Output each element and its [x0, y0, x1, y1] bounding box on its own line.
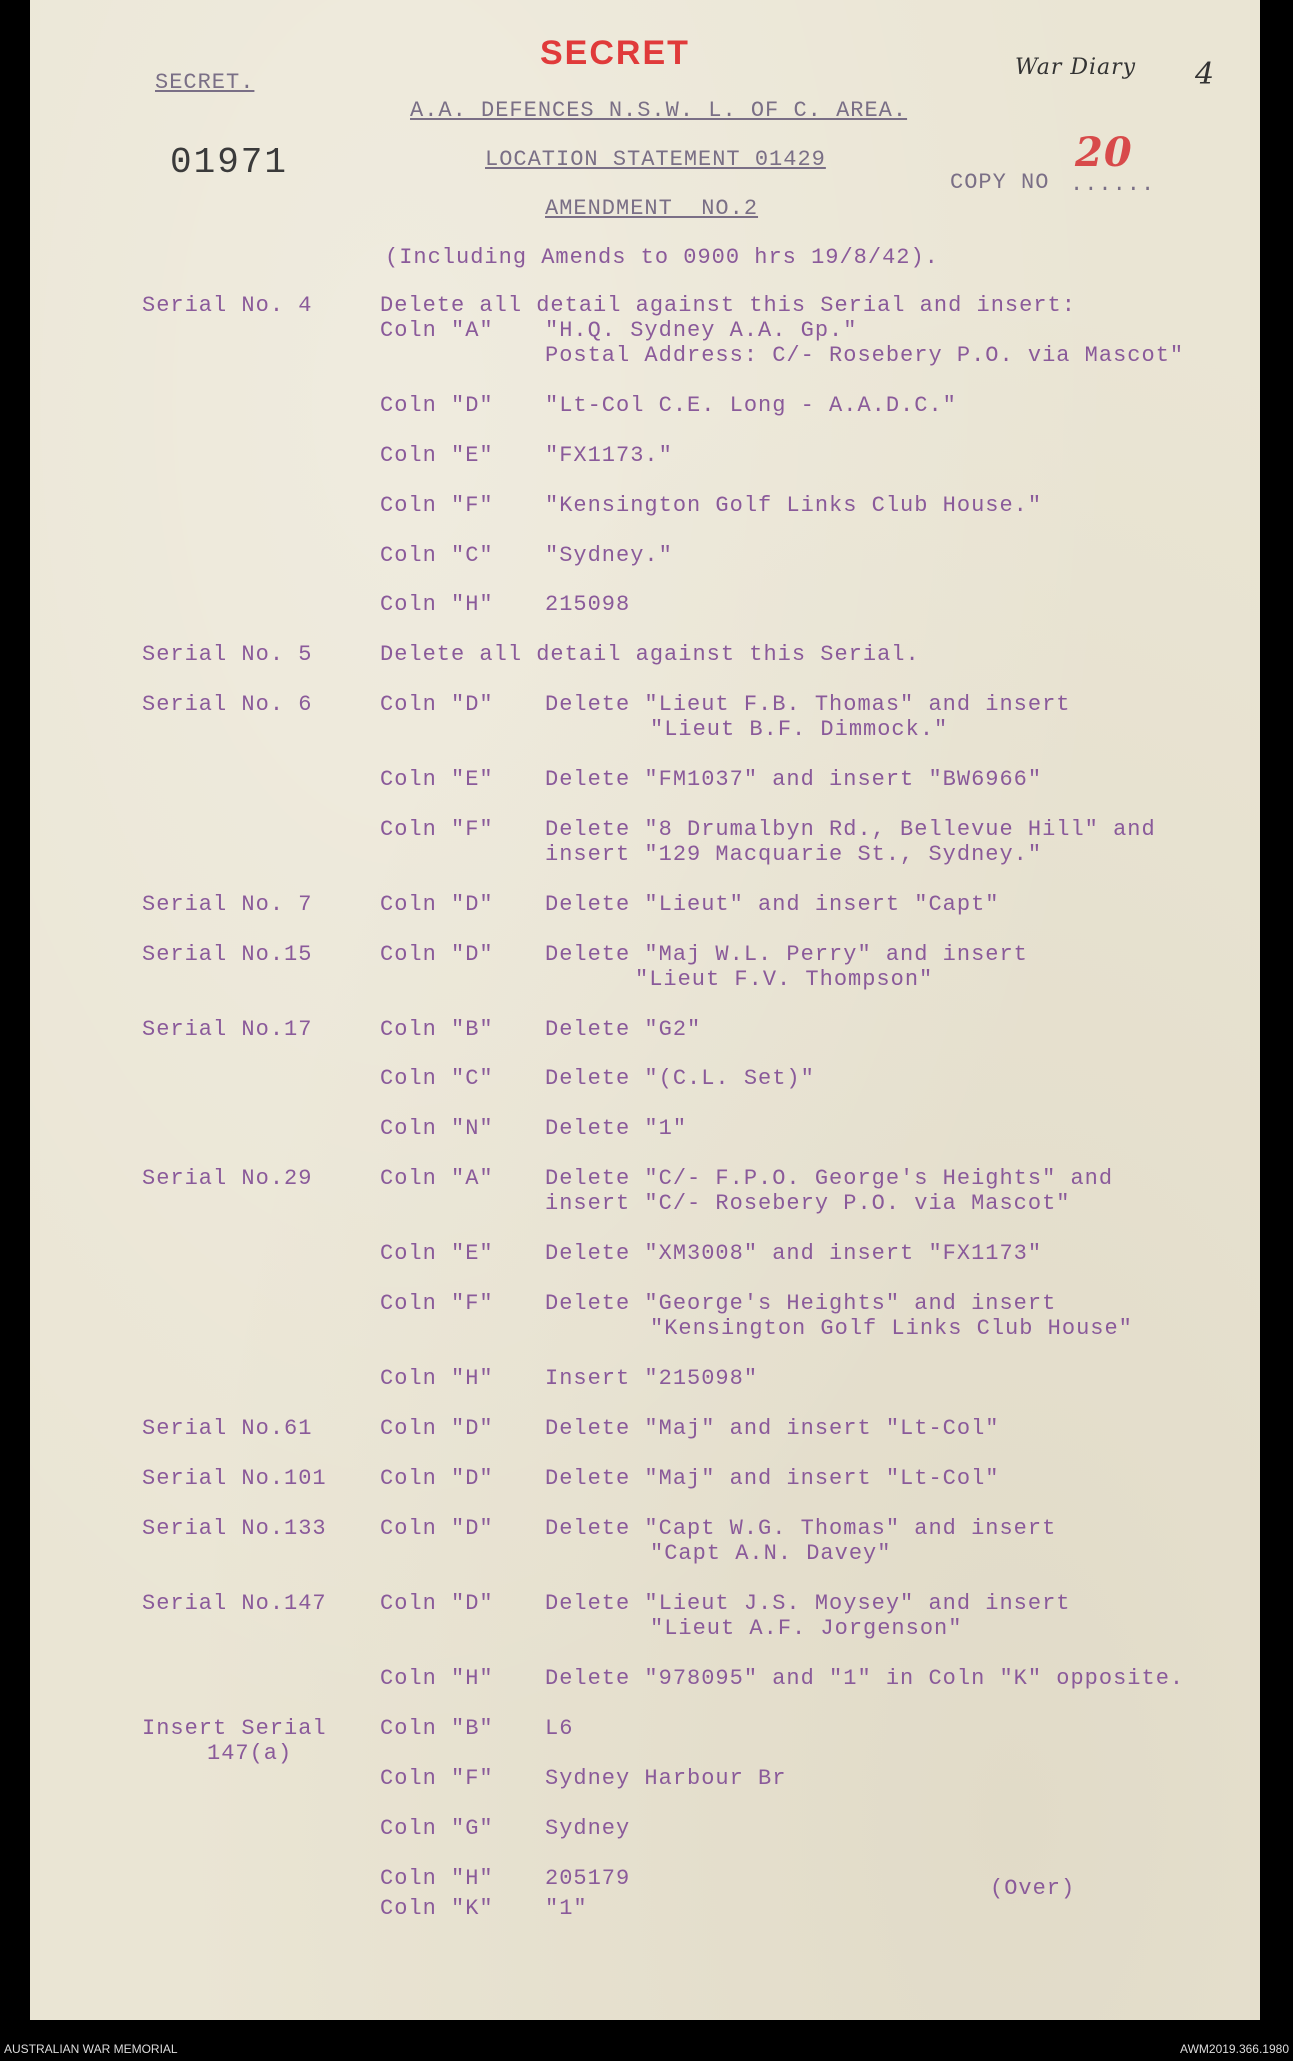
- serial-label: Serial No.17: [142, 1017, 313, 1042]
- instruction-text: "1": [545, 1896, 588, 1921]
- instruction-text: Delete "G2": [545, 1017, 702, 1042]
- serial-label: Serial No. 4: [142, 293, 313, 318]
- title-line-2: LOCATION STATEMENT 01429: [485, 147, 826, 172]
- instruction-text: Delete "Maj W.L. Perry" and insert: [545, 942, 1028, 967]
- coln-label: Coln "D": [380, 1591, 494, 1616]
- serial-label: Serial No.133: [142, 1516, 327, 1541]
- instruction-text: 205179: [545, 1866, 631, 1891]
- instruction-text: "Capt A.N. Davey": [650, 1541, 892, 1566]
- coln-label: Coln "E": [380, 1241, 494, 1266]
- coln-label: Coln "F": [380, 817, 494, 842]
- instruction-text: "Lt-Col C.E. Long - A.A.D.C.": [545, 393, 957, 418]
- instruction-text: Delete "Lieut" and insert "Capt": [545, 892, 1000, 917]
- coln-label: Coln "G": [380, 1816, 494, 1841]
- coln-label: Coln "D": [380, 892, 494, 917]
- coln-label: Coln "N": [380, 1116, 494, 1141]
- instruction-text: Sydney: [545, 1816, 631, 1841]
- coln-label: Coln "D": [380, 393, 494, 418]
- coln-label: Coln "K": [380, 1896, 494, 1921]
- coln-label: Coln "E": [380, 443, 494, 468]
- instruction-text: L6: [545, 1716, 574, 1741]
- over-note: (Over): [990, 1876, 1076, 1901]
- instruction-text: "Sydney.": [545, 543, 673, 568]
- coln-label: Coln "C": [380, 1066, 494, 1091]
- instruction-text: "Kensington Golf Links Club House.": [545, 493, 1043, 518]
- coln-label: Coln "C": [380, 543, 494, 568]
- instruction-text: Delete "8 Drumalbyn Rd., Bellevue Hill" and: [545, 817, 1156, 842]
- instruction-text: Sydney Harbour Br: [545, 1766, 787, 1791]
- instruction-text: Delete "Maj" and insert "Lt-Col": [545, 1466, 1000, 1491]
- serial-label: Serial No.147: [142, 1591, 327, 1616]
- coln-label: Coln "F": [380, 493, 494, 518]
- document-number: 01971: [170, 142, 289, 183]
- serial-label: Serial No.101: [142, 1466, 327, 1491]
- instruction-text: 215098: [545, 592, 631, 617]
- instruction-text: insert "129 Macquarie St., Sydney.": [545, 842, 1043, 867]
- serial-label: 147(a): [207, 1741, 293, 1766]
- document-page: [30, 0, 1260, 2020]
- copy-label: COPY NO: [950, 170, 1050, 195]
- instruction-text: Delete "Lieut F.B. Thomas" and insert: [545, 692, 1071, 717]
- instruction-text: Delete "(C.L. Set)": [545, 1066, 815, 1091]
- serial-label: Serial No.61: [142, 1416, 313, 1441]
- coln-label: Coln "H": [380, 1366, 494, 1391]
- instruction-text: "Kensington Golf Links Club House": [650, 1316, 1133, 1341]
- instruction-text: Delete all detail against this Serial.: [380, 642, 920, 667]
- secret-corner-label: SECRET.: [155, 70, 255, 95]
- coln-label: Coln "D": [380, 1516, 494, 1541]
- coln-label: Coln "A": [380, 1166, 494, 1191]
- instruction-text: Delete "Capt W.G. Thomas" and insert: [545, 1516, 1057, 1541]
- instruction-text: "Lieut A.F. Jorgenson": [650, 1616, 963, 1641]
- title-line-3: AMENDMENT NO.2: [545, 196, 759, 221]
- handwritten-note: War Diary: [1015, 55, 1137, 80]
- instruction-text: Delete "Maj" and insert "Lt-Col": [545, 1416, 1000, 1441]
- footer-right: AWM2019.366.1980: [1180, 2042, 1289, 2056]
- subtitle: (Including Amends to 0900 hrs 19/8/42).: [385, 245, 939, 270]
- instruction-text: Delete "978095" and "1" in Coln "K" opposite.: [545, 1666, 1185, 1691]
- coln-label: Coln "E": [380, 767, 494, 792]
- instruction-text: Delete "C/- F.P.O. George's Heights" and: [545, 1166, 1114, 1191]
- serial-label: Serial No. 6: [142, 692, 313, 717]
- handwritten-page-number: 4: [1195, 57, 1216, 92]
- title-line-1: A.A. DEFENCES N.S.W. L. OF C. AREA.: [410, 98, 908, 123]
- coln-label: Coln "D": [380, 942, 494, 967]
- instruction-text: insert "C/- Rosebery P.O. via Mascot": [545, 1191, 1071, 1216]
- footer-left: AUSTRALIAN WAR MEMORIAL: [4, 2042, 178, 2056]
- copy-number: 20: [1075, 129, 1133, 176]
- instruction-text: Delete "FM1037" and insert "BW6966": [545, 767, 1043, 792]
- instruction-text: "H.Q. Sydney A.A. Gp.": [545, 318, 858, 343]
- instruction-text: "Lieut F.V. Thompson": [635, 967, 934, 992]
- coln-label: Coln "H": [380, 1666, 494, 1691]
- coln-label: Coln "D": [380, 692, 494, 717]
- serial-label: Serial No. 7: [142, 892, 313, 917]
- coln-label: Coln "F": [380, 1291, 494, 1316]
- coln-label: Coln "H": [380, 592, 494, 617]
- coln-label: Coln "D": [380, 1466, 494, 1491]
- instruction-text: Delete "1": [545, 1116, 688, 1141]
- instruction-text: Delete "Lieut J.S. Moysey" and insert: [545, 1591, 1071, 1616]
- copy-dots: ......: [1070, 172, 1156, 197]
- secret-stamp: SECRET: [540, 34, 690, 72]
- coln-label: Coln "H": [380, 1866, 494, 1891]
- instruction-text: Insert "215098": [545, 1366, 759, 1391]
- instruction-text: Delete "XM3008" and insert "FX1173": [545, 1241, 1043, 1266]
- coln-label: Coln "B": [380, 1716, 494, 1741]
- instruction-text: "Lieut B.F. Dimmock.": [650, 717, 949, 742]
- serial-label: Serial No. 5: [142, 642, 313, 667]
- serial-label: Serial No.15: [142, 942, 313, 967]
- coln-label: Coln "D": [380, 1416, 494, 1441]
- instruction-text: Delete all detail against this Serial and insert:: [380, 293, 1076, 318]
- instruction-text: Delete "George's Heights" and insert: [545, 1291, 1057, 1316]
- coln-label: Coln "A": [380, 318, 494, 343]
- coln-label: Coln "B": [380, 1017, 494, 1042]
- coln-label: Coln "F": [380, 1766, 494, 1791]
- instruction-text: "FX1173.": [545, 443, 673, 468]
- instruction-text: Postal Address: C/- Rosebery P.O. via Mascot": [545, 343, 1185, 368]
- serial-label: Serial No.29: [142, 1166, 313, 1191]
- serial-label: Insert Serial: [142, 1716, 327, 1741]
